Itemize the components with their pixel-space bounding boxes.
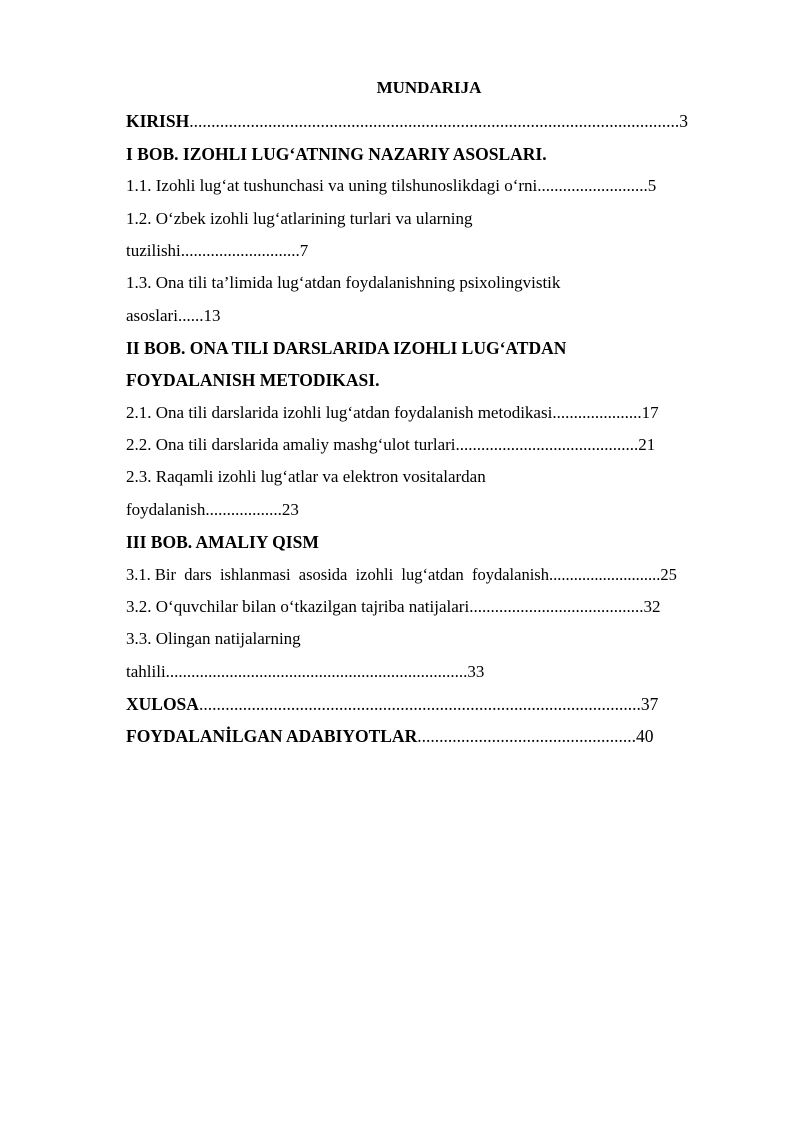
toc-page-number: 5 <box>647 176 657 195</box>
toc-page-number: 32 <box>643 597 661 616</box>
toc-dots: .................. <box>205 500 282 519</box>
toc-page-number: 40 <box>635 726 654 746</box>
toc-chapter-heading: I BOB. IZOHLI LUG‘ATNING NAZARIY ASOSLARI. <box>126 144 547 164</box>
toc-entry-text: 1.3. Ona tili ta’limida lug‘atdan foydalanishning psixolingvistik <box>126 273 561 292</box>
toc-entry <box>126 565 677 585</box>
toc-dots: ..................... <box>552 403 642 422</box>
toc-entry-text: tahlili <box>126 662 166 681</box>
toc-entry <box>126 597 660 617</box>
toc-chapter-heading: FOYDALANISH METODIKASI. <box>126 370 380 390</box>
toc-dots: ............................ <box>180 241 300 260</box>
toc-entry <box>126 500 299 520</box>
toc-dots: ......................................... <box>469 597 644 616</box>
toc-page-number: 23 <box>281 500 299 519</box>
toc-entry-xulosa <box>126 694 658 715</box>
toc-entry-text: foydalanish <box>126 500 206 519</box>
toc-entry-text: 3.2. O‘quvchilar bilan o‘tkazilgan tajriba natijalari <box>126 597 470 616</box>
toc-entry <box>126 176 656 196</box>
toc-entry-text: KIRISH <box>126 111 190 131</box>
toc-dots: ................................................................................................................ <box>189 111 680 131</box>
toc-dots: .................................................. <box>417 726 636 746</box>
toc-entry-text: 3.1. Bir dars ishlanmasi asosida izohli lug‘atdan foydalanish <box>126 565 549 584</box>
toc-entry-text: asoslari <box>126 306 178 325</box>
toc-chapter-heading: III BOB. AMALIY QISM <box>126 532 319 552</box>
toc-entry <box>126 403 659 423</box>
toc-dots: ..................................................................................................... <box>198 694 641 714</box>
toc-dots: ........................... <box>548 565 661 584</box>
toc-chapter-heading: II BOB. ONA TILI DARSLARIDA IZOHLI LUG‘ATDAN <box>126 338 567 358</box>
toc-page-number: 37 <box>640 694 659 714</box>
page-title: MUNDARIJA <box>376 78 482 97</box>
toc-entry <box>126 306 220 326</box>
toc-dots: ...... <box>177 306 204 325</box>
toc-page-number: 13 <box>203 306 221 325</box>
toc-page-number: 25 <box>660 565 677 584</box>
toc-page-number: 7 <box>299 241 309 260</box>
toc-entry-kirish <box>126 111 688 132</box>
toc-entry-text: XULOSA <box>126 694 199 714</box>
toc-entry-adabiyotlar <box>126 726 653 747</box>
toc-dots: .......................... <box>537 176 648 195</box>
toc-entry-text: tuzilishi <box>126 241 181 260</box>
toc-entry-text: 3.3. Olingan natijalarning <box>126 629 301 648</box>
toc-entry-text: 2.1. Ona tili darslarida izohli lug‘atdan foydalanish metodikasi <box>126 403 553 422</box>
toc-page-number: 33 <box>467 662 485 681</box>
toc-entry-text: 1.1. Izohli lug‘at tushunchasi va uning tilshunoslikdagi o‘rni <box>126 176 538 195</box>
toc-entry-text: 2.2. Ona tili darslarida amaliy mashg‘ulot turlari <box>126 435 456 454</box>
toc-page-number: 3 <box>679 111 688 131</box>
toc-dots: ........................................... <box>455 435 639 454</box>
toc-entry <box>126 435 655 455</box>
toc-page-number: 21 <box>638 435 656 454</box>
toc-entry <box>126 241 308 261</box>
toc-entry <box>126 662 484 682</box>
toc-entry-text: 2.3. Raqamli izohli lug‘atlar va elektron vositalardan <box>126 467 486 486</box>
toc-entry-text: FOYDALANİLGAN ADABIYOTLAR <box>126 726 418 746</box>
toc-entry-text: 1.2. O‘zbek izohli lug‘atlarining turlari va ularning <box>126 209 473 228</box>
toc-page-number: 17 <box>641 403 659 422</box>
toc-dots: ....................................................................... <box>165 662 468 681</box>
